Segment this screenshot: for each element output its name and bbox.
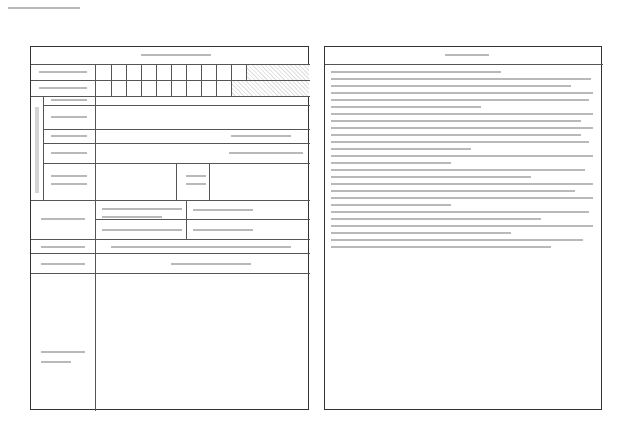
notes-title	[445, 54, 489, 56]
hatched-area	[232, 81, 309, 96]
hatched-area	[247, 65, 309, 80]
certificate-panel	[30, 46, 309, 410]
payer-number-label	[39, 71, 87, 73]
certificate-title	[141, 54, 211, 56]
notes-panel	[324, 46, 602, 410]
form-label	[8, 4, 80, 11]
recipient-section-label	[35, 107, 39, 193]
recipient-number-label	[39, 87, 87, 89]
